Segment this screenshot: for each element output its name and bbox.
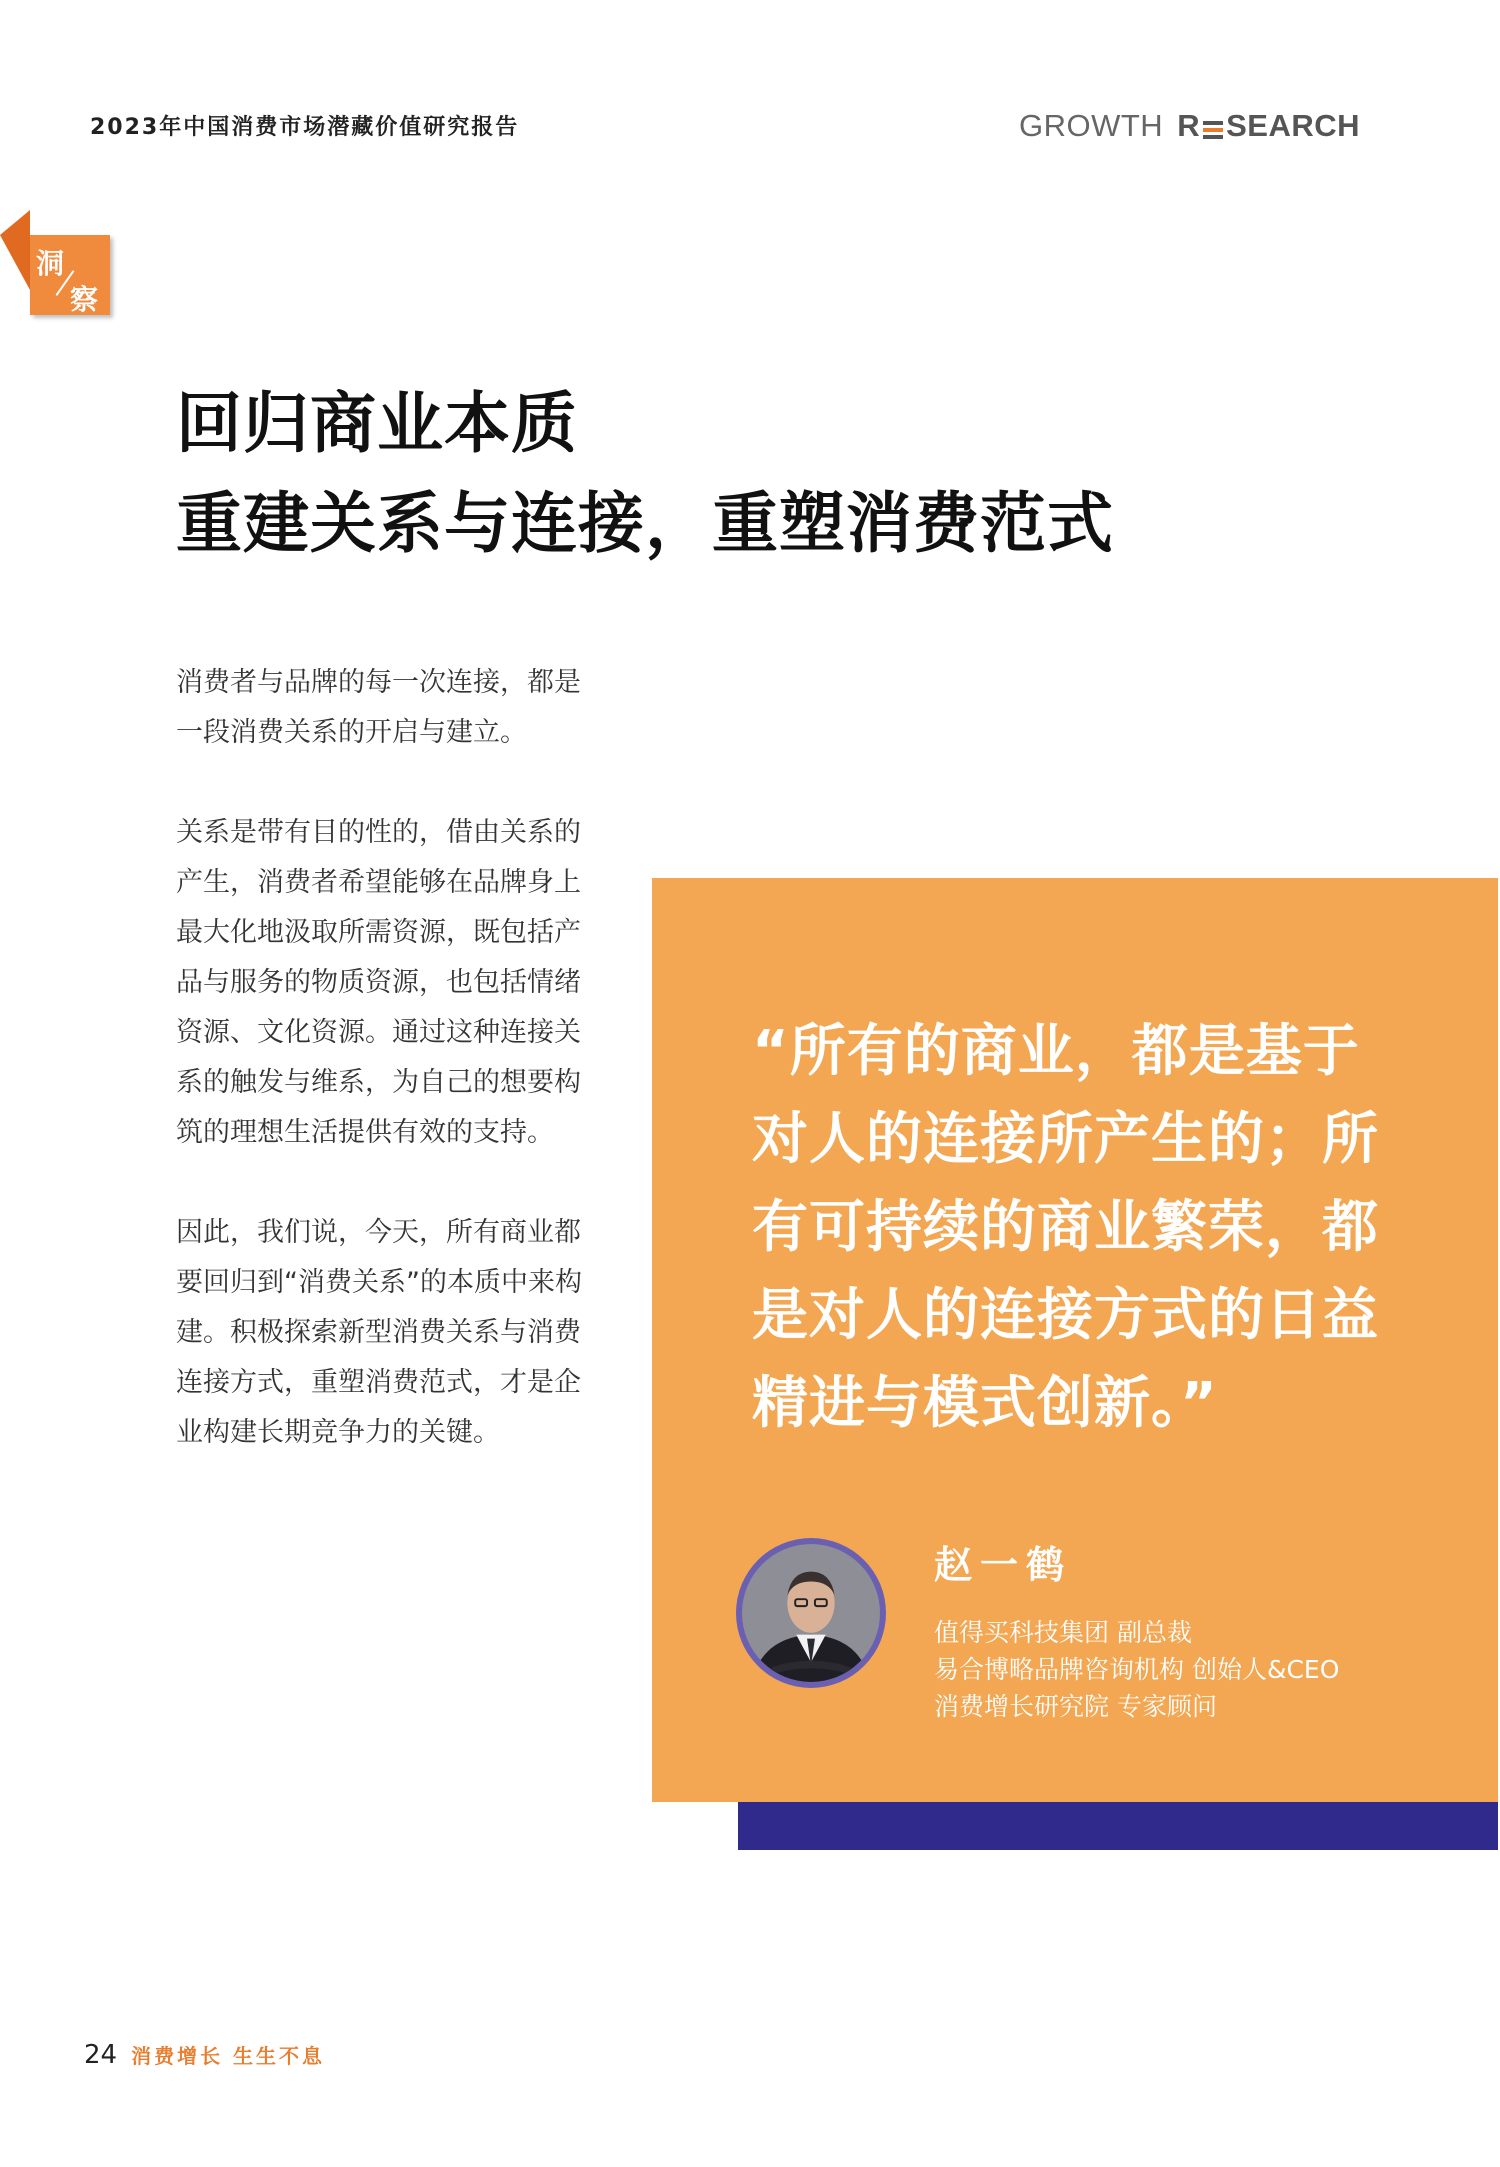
- brand-e-icon: [1201, 114, 1225, 138]
- tab-char-1: 洞: [36, 247, 65, 280]
- footer-tagline: 消费增长 生生不息: [131, 2044, 326, 2068]
- person-portrait-icon: [742, 1544, 880, 1682]
- body-text: [176, 658, 596, 1508]
- brand-logo: [1019, 108, 1360, 144]
- person-role-3: 消费增长研究院 专家顾问: [934, 1692, 1217, 1721]
- page-title-line-2: 重建关系与连接，重塑消费范式: [176, 485, 1114, 562]
- quote-shadow-bar: [738, 1802, 1498, 1850]
- page-footer: [84, 2040, 325, 2070]
- brand-part2-suffix: SEARCH: [1226, 108, 1360, 143]
- quote-box: [652, 878, 1498, 1802]
- brand-part1: GROWTH: [1019, 108, 1164, 143]
- tab-corner: [0, 210, 30, 290]
- brand-part2-prefix: R: [1177, 108, 1201, 143]
- body-paragraph-1: 消费者与品牌的每一次连接，都是一段消费关系的开启与建立。: [176, 667, 581, 748]
- tab-char-2: 察: [70, 283, 99, 316]
- page-number: 24: [84, 2040, 118, 2070]
- person-role-2: 易合博略品牌咨询机构 创始人&CEO: [934, 1655, 1340, 1684]
- body-paragraph-3: 因此，我们说，今天，所有商业都要回归到“消费关系”的本质中来构建。积极探索新型消费关系与消费连接方式，重塑消费范式，才是企业构建长期竞争力的关键。: [176, 1217, 582, 1448]
- page-title-line-1: 回归商业本质: [176, 385, 578, 462]
- quote-text: “所有的商业，都是基于对人的连接所产生的；所有可持续的商业繁荣，都是对人的连接方式的日益精进与模式创新。”: [752, 1019, 1379, 1436]
- report-title: 2023年中国消费市场潜藏价值研究报告: [90, 115, 520, 140]
- avatar: [736, 1538, 886, 1688]
- body-paragraph-2: 关系是带有目的性的，借由关系的产生，消费者希望能够在品牌身上最大化地汲取所需资源，既包括产品与服务的物质资源，也包括情绪资源、文化资源。通过这种连接关系的触发与维系，为自己的想要构筑的理想生活提供有效的支持。: [176, 817, 581, 1148]
- person-name: 赵一鹤: [934, 1543, 1073, 1587]
- insight-tab: [0, 210, 110, 320]
- person-role-1: 值得买科技集团 副总裁: [934, 1618, 1192, 1647]
